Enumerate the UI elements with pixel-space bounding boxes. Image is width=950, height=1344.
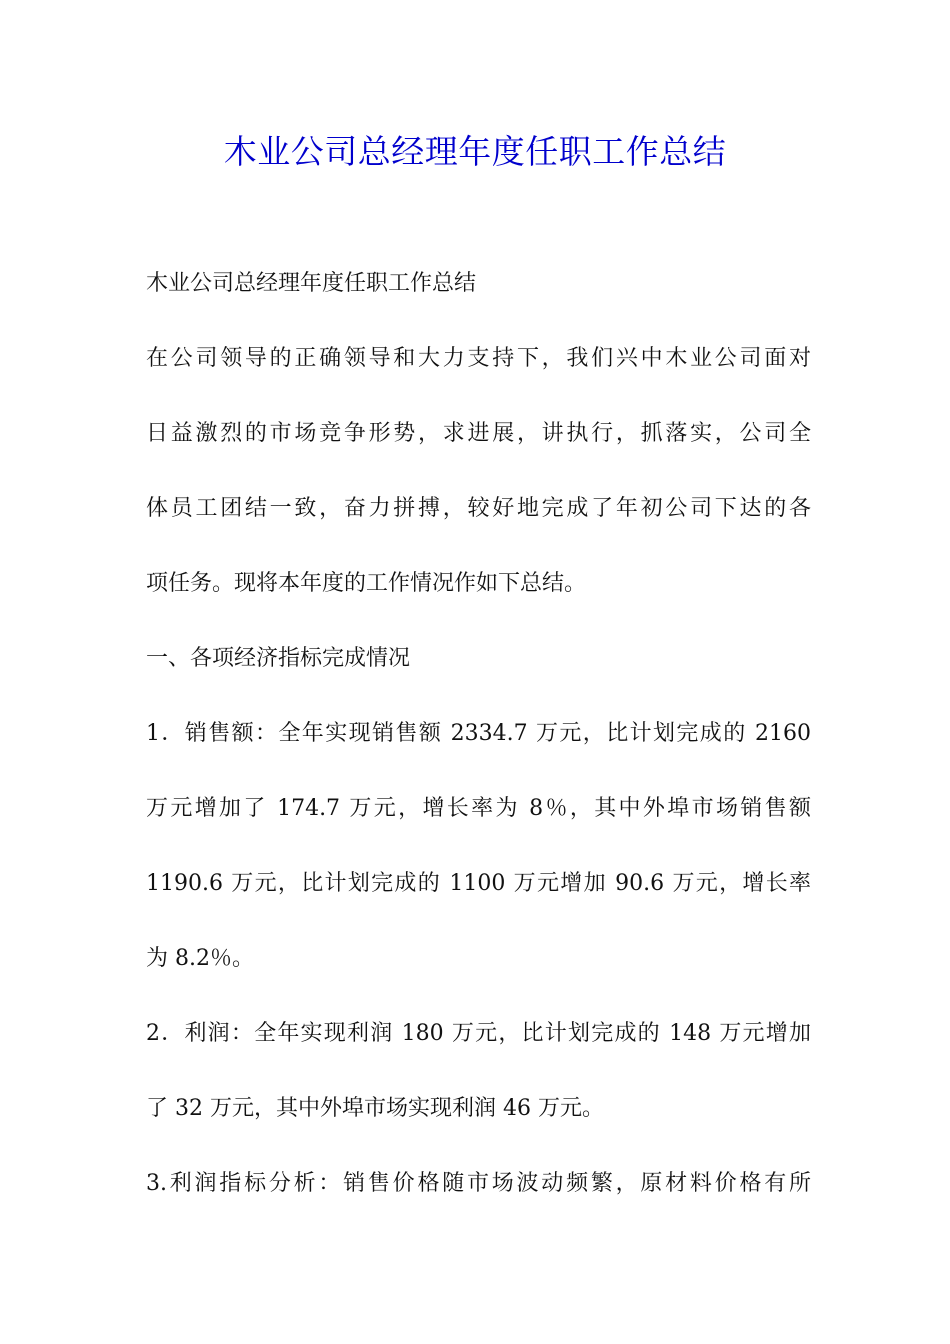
body-line: 日益激烈的市场竞争形势，求进展，讲执行，抓落实，公司全	[146, 421, 811, 446]
body-line: 万元增加了 174.7 万元，增长率为 8％，其中外埠市场销售额	[146, 796, 811, 821]
body-line: 了 32 万元，其中外埠市场实现利润 46 万元。	[146, 1096, 604, 1121]
body-line: 3.利润指标分析：销售价格随市场波动频繁，原材料价格有所	[146, 1171, 811, 1196]
body-line: 项任务。现将本年度的工作情况作如下总结。	[146, 571, 587, 596]
body-line: 体员工团结一致，奋力拼搏，较好地完成了年初公司下达的各	[146, 496, 811, 521]
body-line: 在公司领导的正确领导和大力支持下，我们兴中木业公司面对	[146, 346, 811, 371]
body-line: 1190.6 万元，比计划完成的 1100 万元增加 90.6 万元，增长率	[146, 871, 811, 896]
body-line: 1．销售额：全年实现销售额 2334.7 万元，比计划完成的 2160	[146, 721, 811, 746]
section-heading: 一、各项经济指标完成情况	[146, 646, 411, 671]
body-line: 为 8.2％。	[146, 946, 254, 971]
body-line: 2．利润：全年实现利润 180 万元，比计划完成的 148 万元增加	[146, 1021, 811, 1046]
document-title: 木业公司总经理年度任职工作总结	[223, 132, 727, 171]
body-line: 木业公司总经理年度任职工作总结	[146, 271, 477, 296]
